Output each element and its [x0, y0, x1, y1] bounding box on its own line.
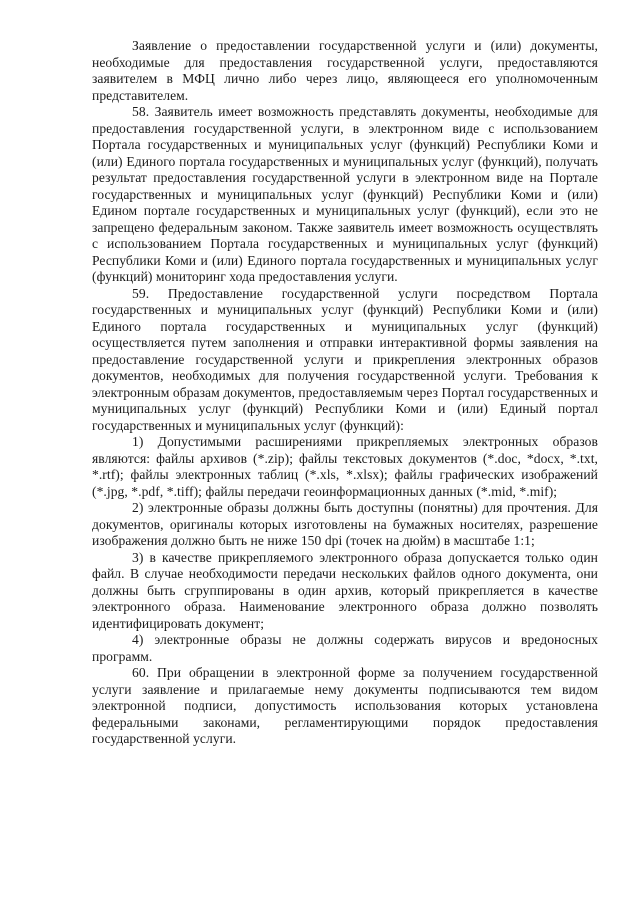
- paragraph-60: 60. При обращении в электронной форме за получением государственной услуги заявление и прилагаемые нему документы подписываются тем видом электронной подписи, допустимость использования которых установлена федеральными законами, регламентирующими порядок предоставления государственной услуги.: [92, 665, 598, 746]
- paragraph-58: 58. Заявитель имеет возможность представлять документы, необходимые для предоставления государственной услуги, в электронном виде с использованием Портала государственных и муниципальных услуг (функций) Республики Коми и (или) Единого портала государственных и муниципальных услуг (функций), получать результат предоставления государственной услуги в электронном виде на Портале государственных и муниципальных услуг (функций) Республики Коми и (или) Едином портале государственных и муниципальных услуг (функций), если это не запрещено федеральным законом. Также заявитель имеет возможность осуществлять с использованием Портала государственных и муниципальных услуг (функций) Республики Коми и (или) Единого портала государственных и муниципальных услуг (функций) мониторинг хода предоставления услуги.: [92, 104, 598, 284]
- paragraph-59-item-4: 4) электронные образы не должны содержать вирусов и вредоносных программ.: [92, 632, 598, 664]
- paragraph-mfc-submission: Заявление о предоставлении государственной услуги и (или) документы, необходимые для предоставления государственной услуги, предоставляются заявителем в МФЦ лично либо через лицо, являющееся его уполномоченным представителем.: [92, 38, 598, 103]
- paragraph-59: 59. Предоставление государственной услуги посредством Портала государственных и муниципальных услуг (функций) Республики Коми и (или) Единого портала государственных и муниципальных услуг (функций) осуществляется путем заполнения и отправки интерактивной формы заявления на предоставление государственной услуги и прикрепления электронных образов документов, необходимых для получения государственной услуги. Требования к электронным образам документов, предоставляемым через Портал государственных и муниципальных услуг (функций) Республики Коми и (или) Единый портал государственных и муниципальных услуг (функций):: [92, 285, 598, 433]
- paragraph-59-item-3: 3) в качестве прикрепляемого электронного образа допускается только один файл. В случае необходимости передачи нескольких файлов одного документа, они должны быть сгруппированы в один архив, который прикрепляется в качестве электронного образа. Наименование электронного образа должно позволять идентифицировать документ;: [92, 549, 598, 631]
- paragraph-59-item-2: 2) электронные образы должны быть доступны (понятны) для прочтения. Для документов, оригиналы которых изготовлены на бумажных носителях, разрешение изображения должно быть не ниже 150 dpi (точек на дюйм) в масштабе 1:1;: [92, 500, 598, 548]
- paragraph-59-item-1: 1) Допустимыми расширениями прикрепляемых электронных образов являются: файлы архивов (*.zip); файлы текстовых документов (*.doc, *docx, *.txt, *.rtf); файлы электронных таблиц (*.xls, *.xlsx); файлы графических изображений (*.jpg, *.pdf, *.tiff); файлы передачи геоинформационных данных (*.mid, *.mif);: [92, 434, 598, 499]
